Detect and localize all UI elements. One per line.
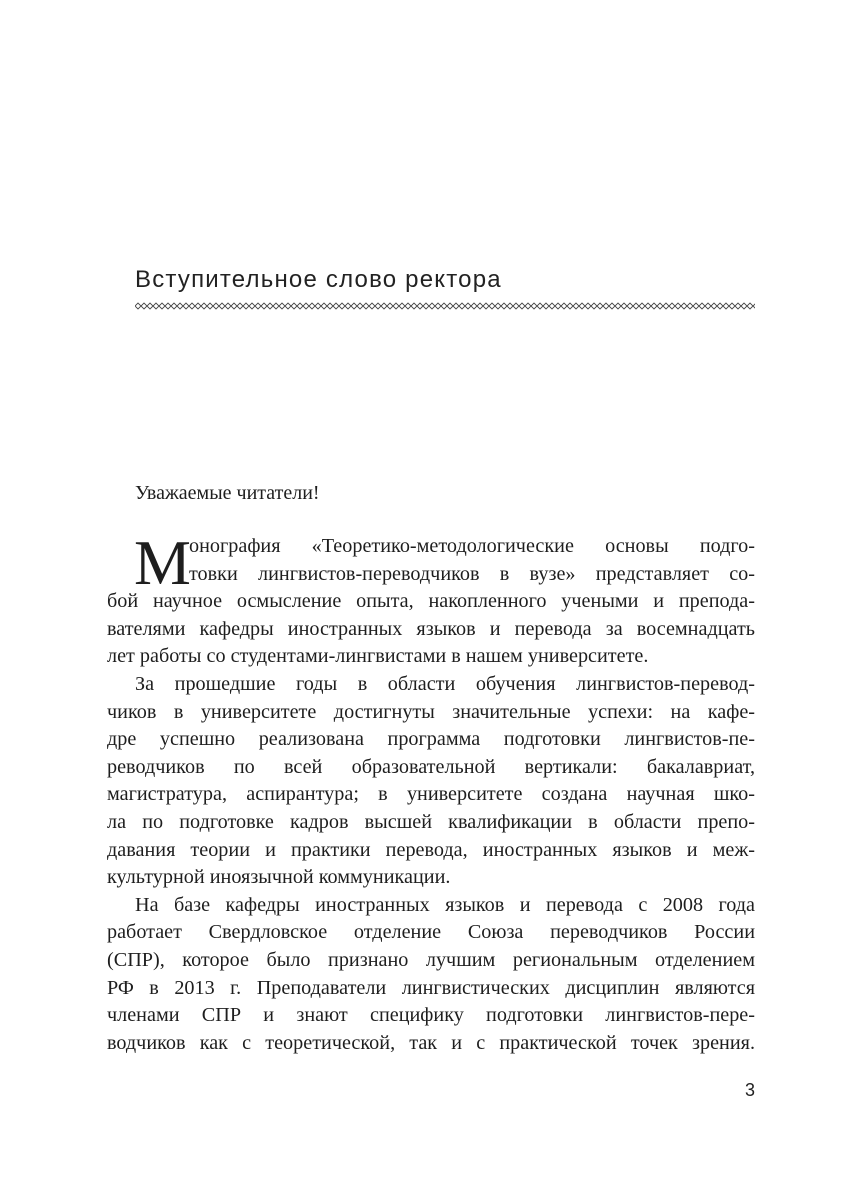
greeting: Уважаемые читатели! [135,482,320,504]
chapter-title: Вступительное слово ректора [135,266,502,293]
text-line: вателями кафедры иностранных языков и перевода за восемнадцать [107,617,755,640]
text-line: членами СПР и знают специфику подготовки лингвистов-пере- [107,1004,755,1027]
text-line: культурной иноязычной коммуникации. [107,866,451,889]
text-line: водчиков как с теоретической, так и с практической точек зрения. [107,1031,755,1054]
text-line: На базе кафедры иностранных языков и перевода с 2008 года [135,893,755,916]
body-text [107,527,755,1057]
text-line: реводчиков по всей образовательной вертикали: бакалавриат, [107,755,755,778]
text-line: За прошедшие годы в области обучения лингвистов-перевод- [135,672,755,695]
text-line: давания теории и практики перевода, иностранных языков и меж- [107,838,755,861]
text-line: чиков в университете достигнуты значительные успехи: на кафе- [107,700,755,723]
text-line: лет работы со студентами-лингвистами в нашем университете. [107,645,649,668]
decorative-rule [135,300,755,312]
text-line: дре успешно реализована программа подготовки лингвистов-пе- [107,728,755,751]
text-line: магистратура, аспирантура; в университете создана научная шко- [107,783,755,806]
text-line: работает Свердловское отделение Союза переводчиков России [107,921,755,944]
text-line: (СПР), которое было признано лучшим региональным отделением [107,948,755,971]
text-line: товки лингвистов-переводчиков в вузе» представляет со- [189,562,755,585]
text-line: онография «Теоретико-методологические основы подго- [189,535,755,557]
text-line: ла по подготовке кадров высшей квалификации в области препо- [107,810,755,833]
drop-cap: М [134,527,191,598]
page-number: 3 [744,1080,755,1100]
text-line: бой научное осмысление опыта, накопленного учеными и препода- [107,590,755,613]
text-line: РФ в 2013 г. Преподаватели лингвистических дисциплин являются [107,976,755,999]
